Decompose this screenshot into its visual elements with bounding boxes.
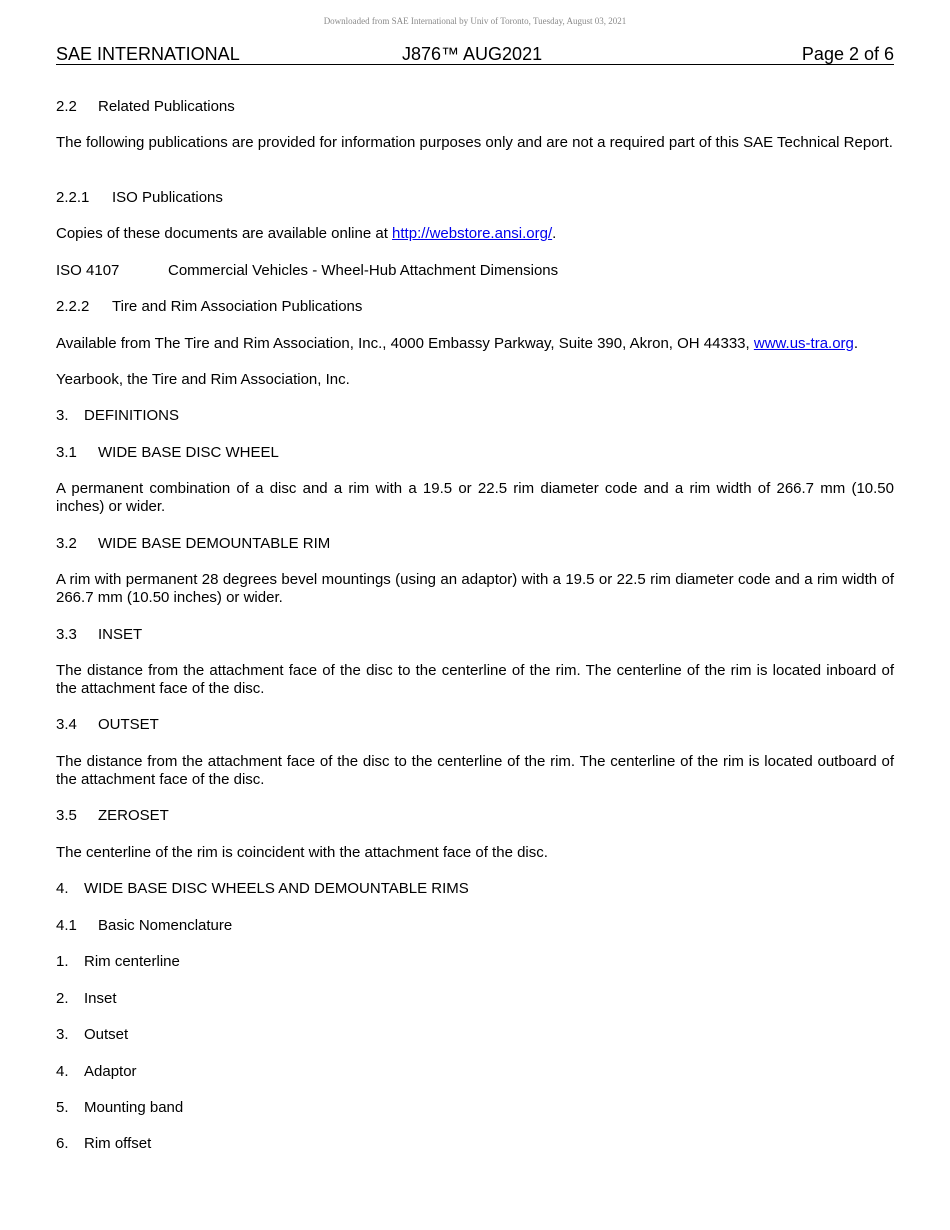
list-item: 4. Adaptor <box>56 1063 137 1080</box>
section-2-2-2-text: Available from The Tire and Rim Association, Inc., 4000 Embassy Parkway, Suite 390, Akron, OH 44333, www.us-tra.org. <box>56 335 859 352</box>
section-3-5-heading: 3.5 ZEROSET <box>56 807 169 824</box>
section-2-2-text: The following publications are provided for information purposes only and are not a required part of this SAE Technical Report. <box>56 134 893 151</box>
list-item: 5. Mounting band <box>56 1099 184 1116</box>
tra-yearbook-reference: Yearbook, the Tire and Rim Association, Inc. <box>56 371 350 388</box>
list-item: 1. Rim centerline <box>56 953 180 970</box>
header-page-number: Page 2 of 6 <box>801 44 894 64</box>
list-item: 6. Rim offset <box>56 1135 152 1152</box>
section-3-3-text: The distance from the attachment face of the disc to the centerline of the rim. The centerline of the rim is located inboard of the attachment face of the disc. <box>56 662 894 697</box>
page-header <box>56 44 894 65</box>
iso-reference: ISO 4107 Commercial Vehicles - Wheel-Hub Attachment Dimensions <box>56 262 559 279</box>
header-org: SAE INTERNATIONAL <box>56 44 240 64</box>
section-2-2-1-heading: 2.2.1 ISO Publications <box>56 189 223 206</box>
section-3-1-heading: 3.1 WIDE BASE DISC WHEEL <box>56 444 279 461</box>
ansi-webstore-link[interactable]: http://webstore.ansi.org/ <box>392 225 553 242</box>
header-doc-id: J876™ AUG2021 <box>402 44 543 64</box>
list-item: 3. Outset <box>56 1026 129 1043</box>
section-3-1-text: A permanent combination of a disc and a rim with a 19.5 or 22.5 rim diameter code and a rim width of 266.7 mm (10.50 inches) or wider. <box>56 480 894 515</box>
section-4-heading: 4. WIDE BASE DISC WHEELS AND DEMOUNTABLE RIMS <box>56 880 469 897</box>
section-3-4-text: The distance from the attachment face of the disc to the centerline of the rim. The centerline of the rim is located outboard of the attachment face of the disc. <box>56 753 894 788</box>
section-3-2-heading: 3.2 WIDE BASE DEMOUNTABLE RIM <box>56 535 331 552</box>
list-item: 2. Inset <box>56 990 117 1007</box>
section-3-4-heading: 3.4 OUTSET <box>56 716 159 733</box>
us-tra-link[interactable]: www.us-tra.org <box>753 335 854 352</box>
section-4-1-heading: 4.1 Basic Nomenclature <box>56 917 233 934</box>
section-3-3-heading: 3.3 INSET <box>56 626 143 643</box>
section-2-2-1-text: Copies of these documents are available online at http://webstore.ansi.org/. <box>56 225 557 242</box>
section-3-2-text: A rim with permanent 28 degrees bevel mountings (using an adaptor) with a 19.5 or 22.5 rim diameter code and a rim width of 266.7 mm (10.50 inches) or wider. <box>56 571 894 606</box>
section-3-heading: 3. DEFINITIONS <box>56 407 180 424</box>
section-3-5-text: The centerline of the rim is coincident with the attachment face of the disc. <box>56 844 548 861</box>
section-2-2-2-heading: 2.2.2 Tire and Rim Association Publications <box>56 298 363 315</box>
download-watermark: Downloaded from SAE International by Univ of Toronto, Tuesday, August 03, 2021 <box>323 16 627 26</box>
section-2-2-heading: 2.2 Related Publications <box>56 98 235 115</box>
